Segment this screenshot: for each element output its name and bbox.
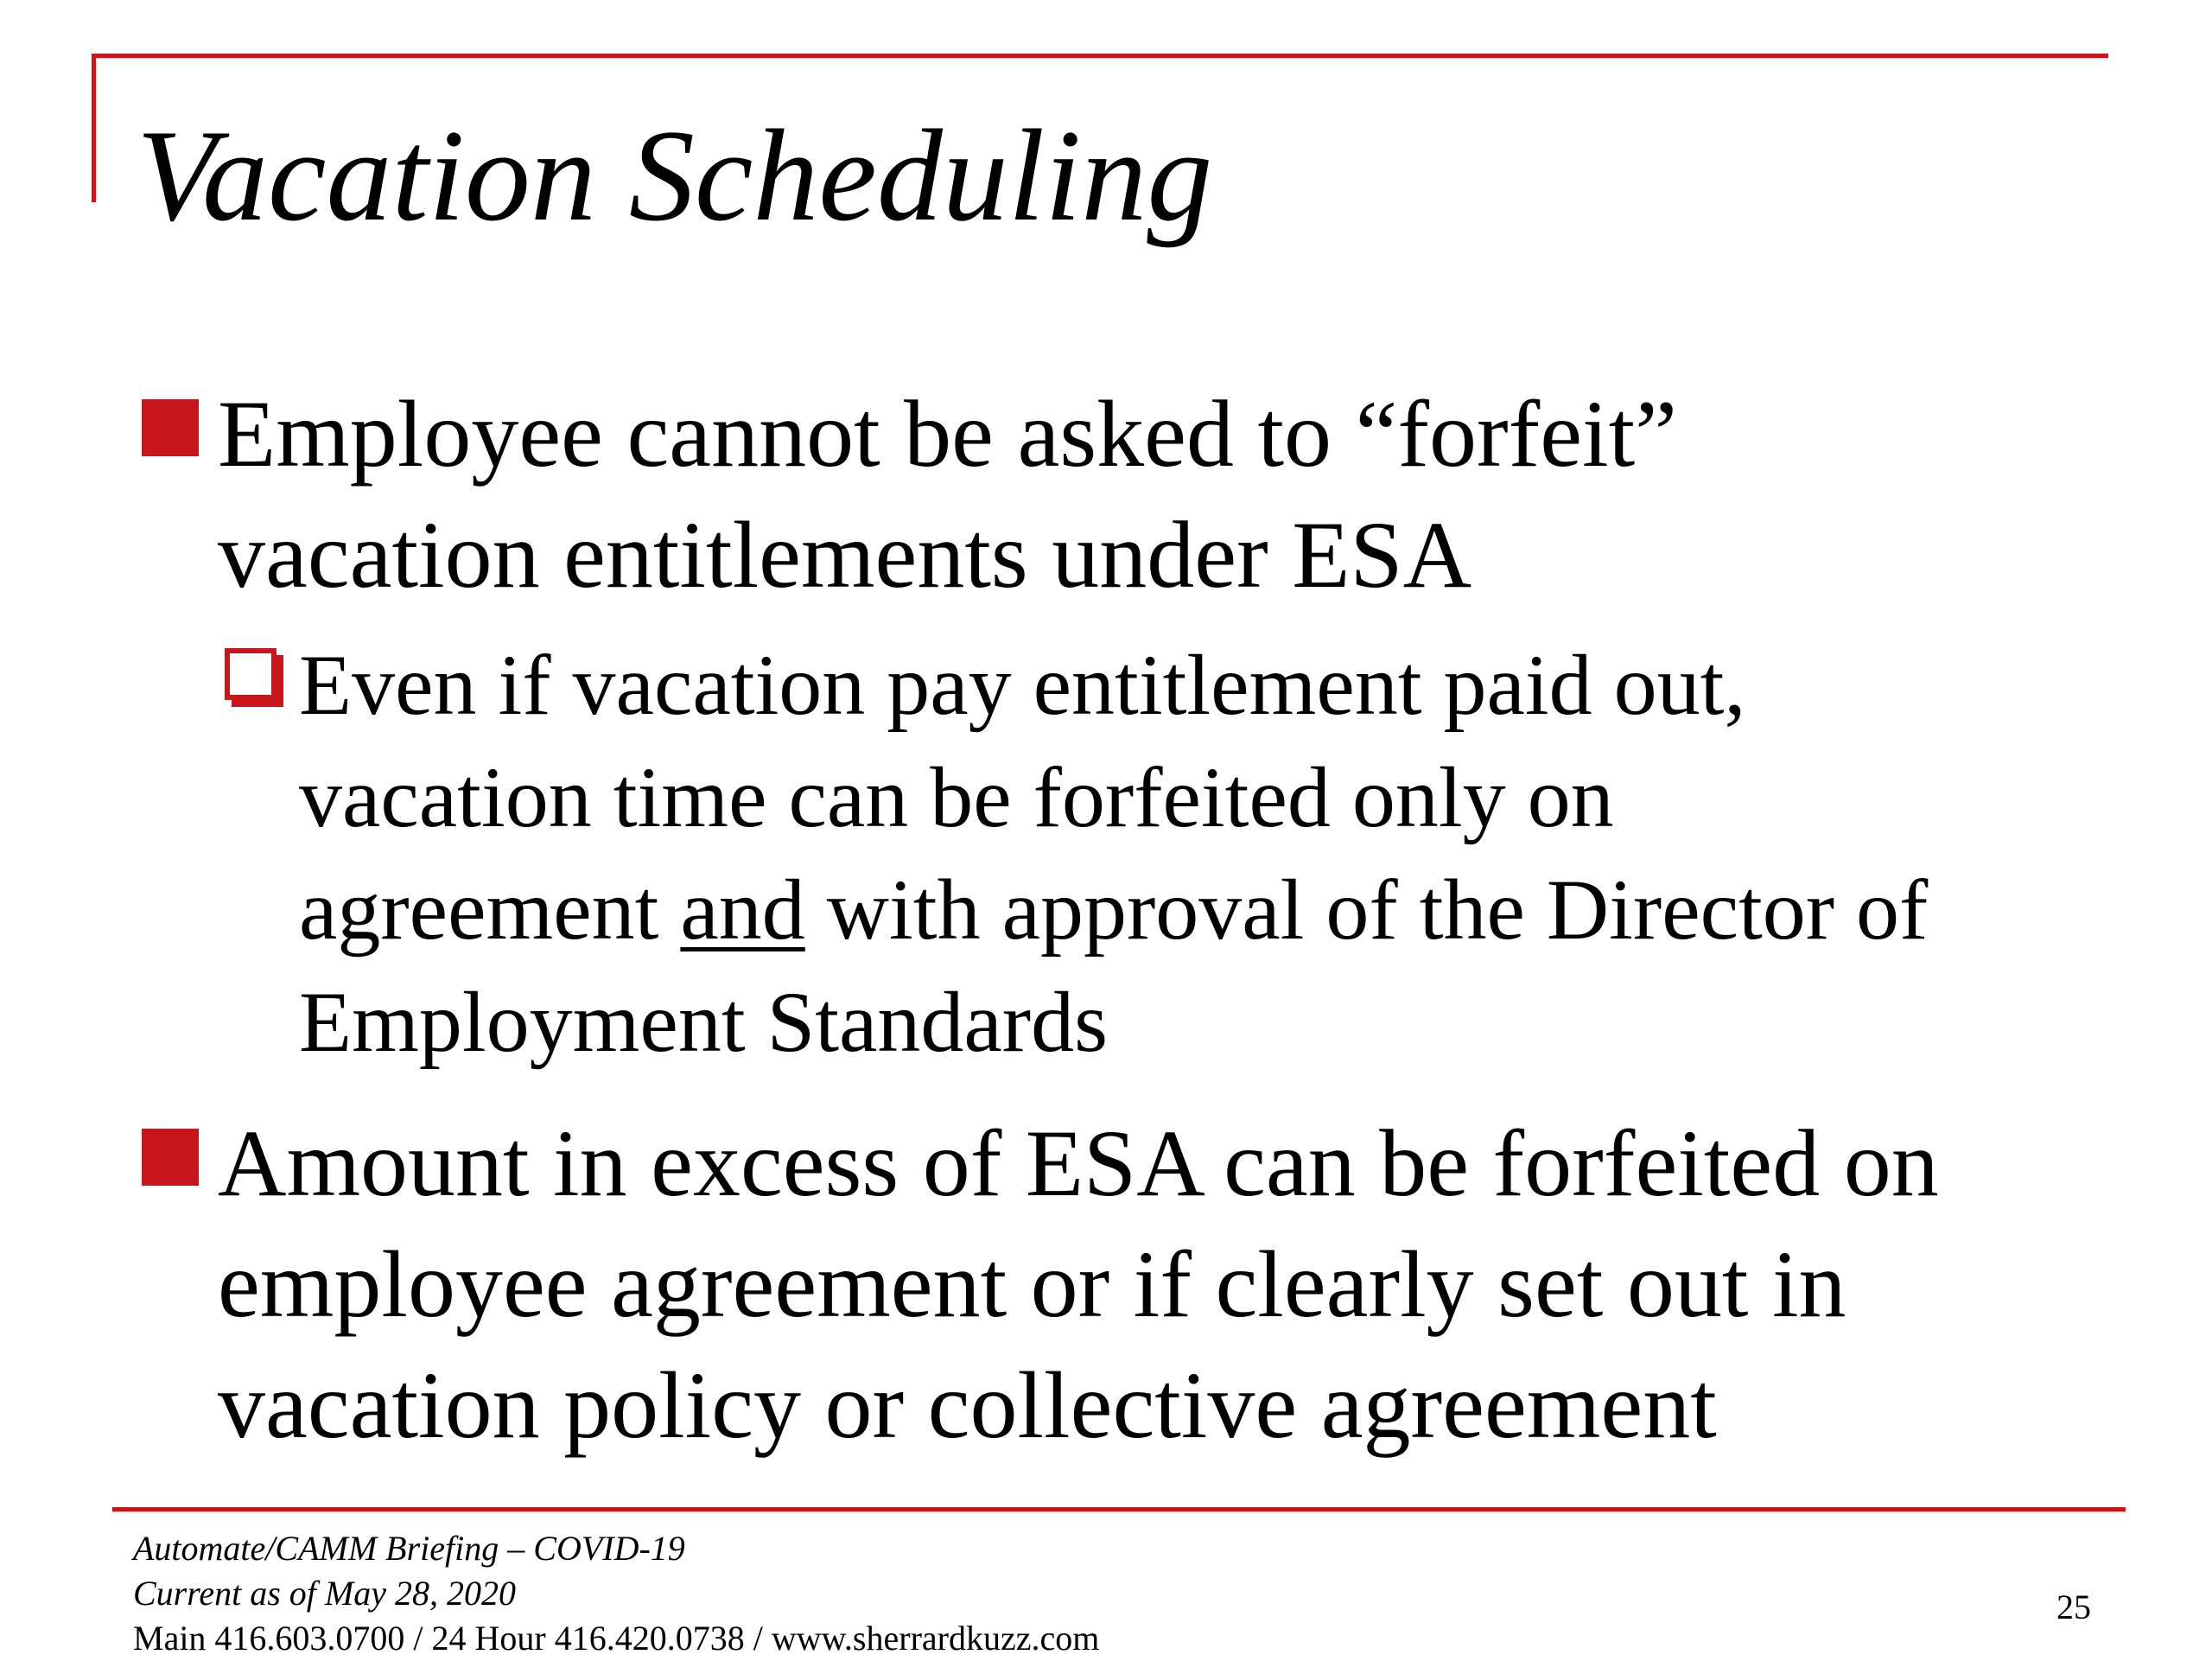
sub-bullet-item-1 — [299, 629, 1928, 1079]
footer-rule — [112, 1507, 2126, 1511]
slide-title: Vacation Scheduling — [137, 103, 1213, 248]
sub-bullet-text-after: with approval of the Director of Employment Standards — [299, 862, 1929, 1070]
title-top-rule — [92, 54, 2108, 58]
bullet-item-1: Employee cannot be asked to “forfeit” vacation entitlements under ESA — [218, 381, 1677, 608]
square-bullet-icon — [142, 399, 199, 456]
footer-briefing-title: Automate/CAMM Briefing – COVID-19 — [133, 1529, 685, 1568]
page-number: 25 — [2056, 1588, 2091, 1626]
bullet-item-2: Amount in excess of ESA can be forfeited on employee agreement or if clearly set out in vacation policy or collective agreement — [218, 1111, 1939, 1458]
square-bullet-icon — [142, 1129, 199, 1186]
footer-current-date: Current as of May 28, 2020 — [133, 1574, 516, 1613]
sub-bullet-text-before: Even if vacation pay entitlement paid out, vacation time can be forfeited only on agreement — [299, 637, 1746, 958]
title-left-rule — [92, 54, 96, 202]
footer-contact-info: Main 416.603.0700 / 24 Hour 416.420.0738 / www.sherrardkuzz.com — [133, 1619, 1100, 1658]
sub-bullet-underlined-word: and — [680, 862, 805, 958]
hollow-square-bullet-icon — [225, 648, 276, 700]
